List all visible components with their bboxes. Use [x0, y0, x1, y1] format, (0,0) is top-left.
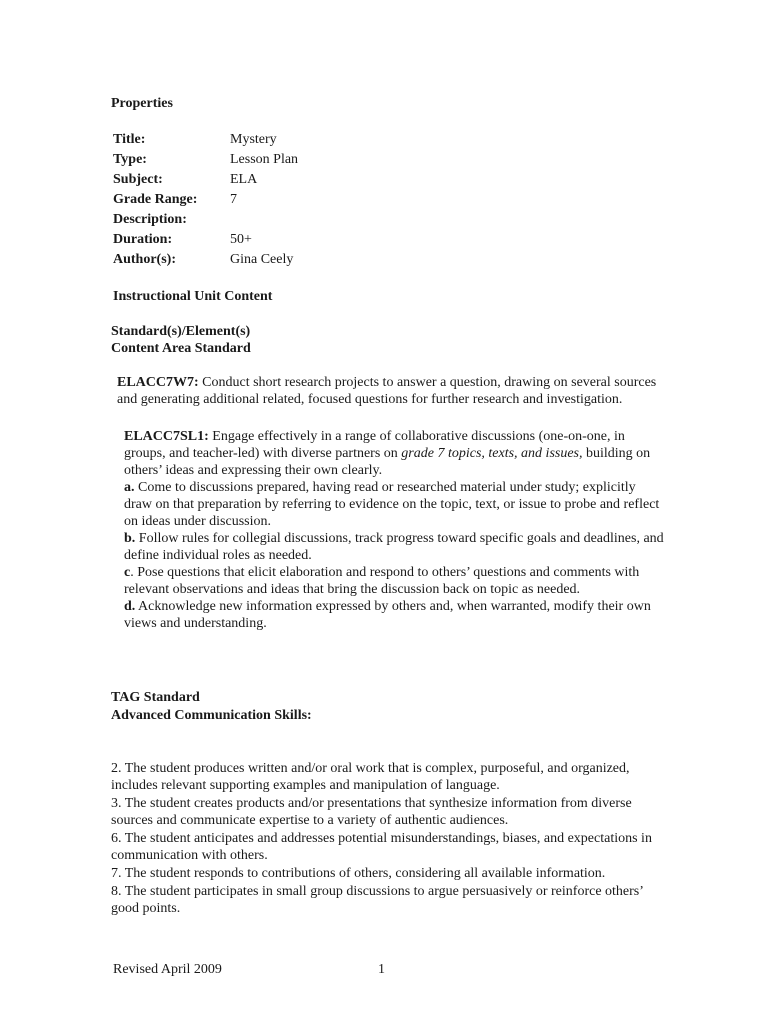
properties-heading: Properties — [111, 96, 173, 111]
property-label: Duration: — [113, 232, 173, 247]
property-value: 50+ — [230, 232, 252, 247]
standard-intro — [124, 428, 664, 479]
standard-item-b — [124, 530, 664, 564]
property-label: Author(s): — [113, 252, 176, 267]
item-marker: d. — [124, 599, 136, 614]
tag-item: 8. The student participates in small group discussions to argue persuasively or reinforce others’ good points. — [111, 884, 643, 916]
footer-page-number: 1 — [378, 962, 385, 977]
standard-item-a — [124, 479, 664, 530]
property-label: Title: — [113, 132, 146, 147]
property-value: Mystery — [230, 132, 277, 147]
item-marker: a. — [124, 480, 135, 495]
item-marker: c — [124, 565, 131, 580]
standard-text: Conduct short research projects to answer a question, drawing on several sources and generating additional related, focused questions for further research and investigation. — [117, 375, 657, 407]
property-label: Description: — [113, 212, 187, 227]
content-area-standard-heading: Content Area Standard — [111, 341, 251, 356]
property-value: ELA — [230, 172, 258, 187]
property-value: Gina Ceely — [230, 252, 294, 267]
standard-item-c — [124, 564, 664, 598]
tag-standard-list — [111, 760, 671, 918]
standards-heading: Standard(s)/Element(s) — [111, 324, 251, 339]
standard-code: ELACC7SL1: — [124, 429, 209, 444]
property-label: Grade Range: — [113, 192, 198, 207]
tag-item: 7. The student responds to contributions of others, considering all available information. — [111, 866, 606, 881]
advanced-communication-heading: Advanced Communication Skills: — [111, 708, 312, 723]
tag-item: 2. The student produces written and/or oral work that is complex, purposeful, and organized, includes relevant supporting examples and manipulation of language. — [111, 761, 630, 793]
item-marker: b. — [124, 531, 136, 546]
tag-standard-heading: TAG Standard — [111, 690, 200, 705]
property-value: 7 — [230, 192, 237, 207]
standard-text-italic: grade 7 topics, texts, and issues, — [401, 446, 583, 461]
standard-text: Engage effectively in a range of collaborative discussions (one-on-one, in groups, and teacher-led) with diverse partners on — [124, 429, 625, 461]
standard-elacc7sl1 — [124, 428, 664, 632]
footer-revised-date: Revised April 2009 — [113, 962, 222, 977]
tag-item: 6. The student anticipates and addresses potential misunderstandings, biases, and expectations in communication with others. — [111, 831, 652, 863]
tag-item: 3. The student creates products and/or presentations that synthesize information from diverse sources and communicate expertise to a variety of authentic audiences. — [111, 796, 632, 828]
standard-code: ELACC7W7: — [117, 375, 199, 390]
property-label: Type: — [113, 152, 147, 167]
property-label: Subject: — [113, 172, 163, 187]
item-text: Acknowledge new information expressed by others and, when warranted, modify their own views and understanding. — [124, 599, 651, 631]
property-value: Lesson Plan — [230, 152, 299, 167]
standard-item-d — [124, 598, 664, 632]
item-text: Follow rules for collegial discussions, track progress toward specific goals and deadlines, and define individual roles as needed. — [124, 531, 664, 563]
instructional-unit-heading: Instructional Unit Content — [113, 289, 273, 304]
standard-elacc7w7 — [117, 374, 657, 408]
item-text: . Pose questions that elicit elaboration and respond to others’ questions and comments with relevant observations and ideas that bring the discussion back on topic as needed. — [124, 565, 640, 597]
standard-text: building on others’ ideas and expressing their own clearly. — [124, 446, 651, 478]
item-text: Come to discussions prepared, having read or researched material under study; explicitly draw on that preparation by referring to evidence on the topic, text, or issue to probe and reflect on ideas under discussion. — [124, 480, 660, 529]
